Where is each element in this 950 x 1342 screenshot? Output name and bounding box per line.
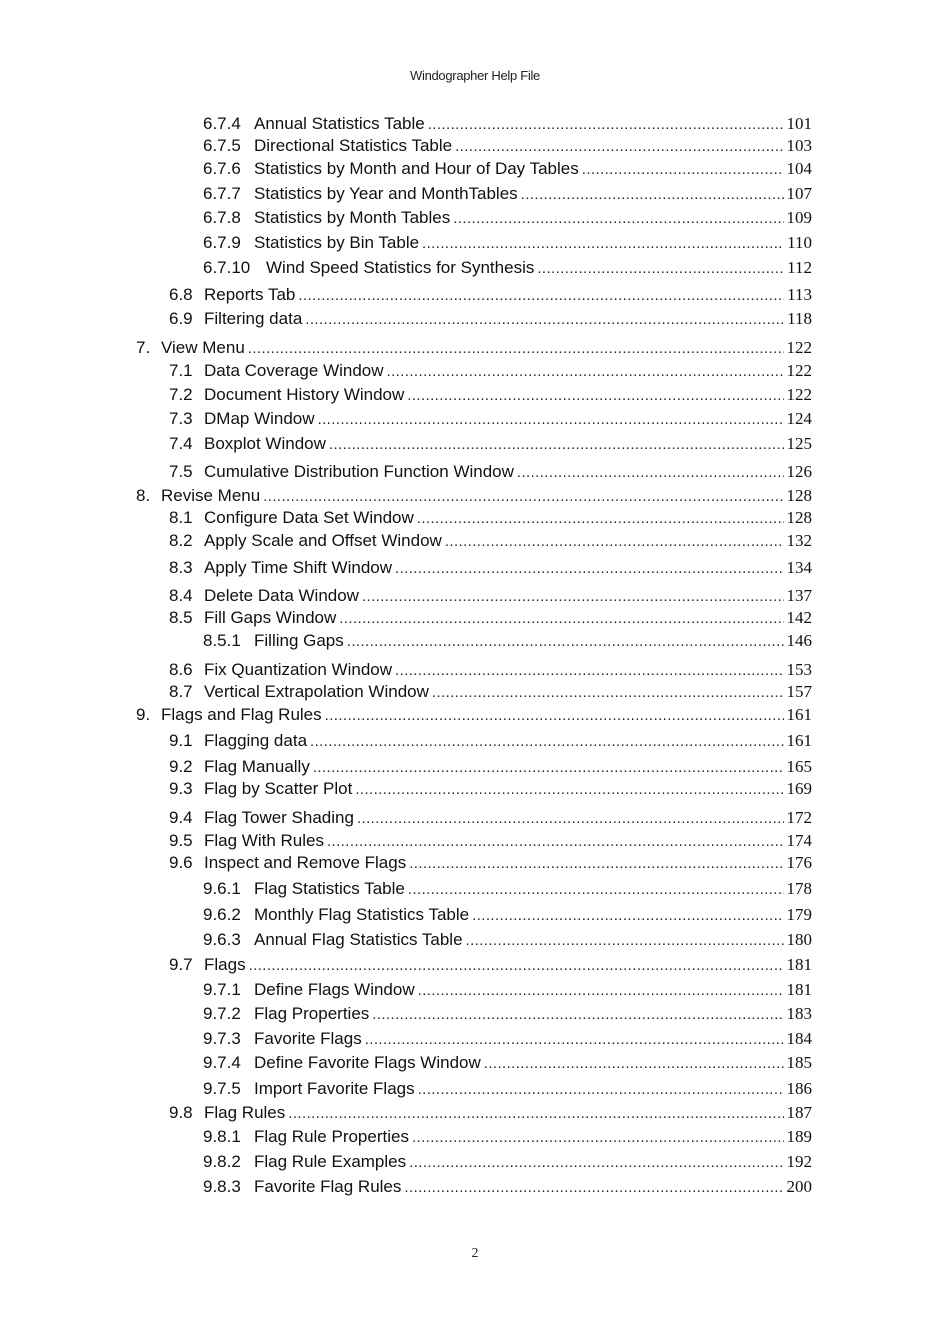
toc-leader-dots bbox=[395, 662, 783, 679]
toc-entry-8-4[interactable] bbox=[169, 586, 812, 608]
toc-title: Cumulative Distribution Function Window bbox=[204, 462, 514, 481]
toc-page-number: 176 bbox=[786, 853, 812, 872]
toc-leader-dots bbox=[362, 588, 784, 605]
toc-entry-9-7[interactable] bbox=[169, 955, 812, 977]
toc-page-number: 109 bbox=[786, 208, 812, 227]
toc-number: 9.6 bbox=[169, 853, 193, 872]
toc-page-number: 122 bbox=[786, 361, 812, 380]
toc-leader-dots bbox=[407, 387, 783, 404]
toc-number: 9.2 bbox=[169, 757, 193, 776]
toc-page-number: 137 bbox=[786, 586, 812, 605]
toc-number: 9. bbox=[136, 705, 151, 724]
toc-title: Flag Statistics Table bbox=[254, 879, 405, 898]
toc-leader-dots bbox=[537, 260, 784, 277]
toc-number: 9.7.1 bbox=[203, 980, 241, 999]
toc-leader-dots bbox=[263, 488, 783, 505]
toc-title: Document History Window bbox=[204, 385, 405, 404]
toc-entry-6-7-6[interactable] bbox=[203, 159, 812, 181]
toc-entry-7-2[interactable] bbox=[169, 385, 812, 407]
toc-page-number: 104 bbox=[786, 159, 812, 178]
toc-page-number: 200 bbox=[786, 1177, 812, 1196]
toc-page-number: 161 bbox=[786, 731, 812, 750]
toc-leader-dots bbox=[339, 610, 783, 627]
toc-number: 9.8.2 bbox=[203, 1152, 241, 1171]
toc-leader-dots bbox=[310, 733, 783, 750]
toc-title: Reports Tab bbox=[204, 285, 296, 304]
toc-page-number: 132 bbox=[786, 531, 812, 550]
toc-entry-9-6-2[interactable] bbox=[203, 905, 812, 927]
toc-leader-dots bbox=[422, 235, 784, 252]
toc-page-number: 181 bbox=[786, 955, 812, 974]
toc-number: 7.1 bbox=[169, 361, 193, 380]
toc-title: Fill Gaps Window bbox=[204, 608, 337, 627]
toc-page-number: 110 bbox=[787, 233, 812, 252]
toc-title: Flag Rule Examples bbox=[254, 1152, 407, 1171]
toc-entry-8-5[interactable] bbox=[169, 608, 812, 630]
toc-leader-dots bbox=[418, 982, 784, 999]
toc-entry-9-7-1[interactable] bbox=[203, 980, 812, 1002]
toc-leader-dots bbox=[357, 810, 784, 827]
toc-number: 7.4 bbox=[169, 434, 193, 453]
toc-title: Statistics by Bin Table bbox=[254, 233, 420, 252]
toc-leader-dots bbox=[408, 881, 784, 898]
toc-leader-dots bbox=[409, 855, 783, 872]
toc-page-number: 172 bbox=[786, 808, 812, 827]
toc-entry-8-1[interactable] bbox=[169, 508, 812, 530]
toc-title: Flag Rules bbox=[204, 1103, 286, 1122]
toc-number: 8.6 bbox=[169, 660, 193, 679]
toc-entry-9[interactable] bbox=[136, 705, 812, 727]
toc-page-number: 169 bbox=[786, 779, 812, 798]
toc-leader-dots bbox=[318, 411, 784, 428]
toc-entry-8[interactable] bbox=[136, 486, 812, 508]
toc-page-number: 187 bbox=[786, 1103, 812, 1122]
toc-page-number: 101 bbox=[786, 114, 812, 133]
toc-entry-9-7-4[interactable] bbox=[203, 1053, 812, 1075]
toc-entry-9-6-1[interactable] bbox=[203, 879, 812, 901]
toc-leader-dots bbox=[387, 363, 784, 380]
toc-title: Statistics by Month and Hour of Day Tables bbox=[254, 159, 579, 178]
toc-page-number: 103 bbox=[786, 136, 812, 155]
toc-page-number: 183 bbox=[786, 1004, 812, 1023]
toc-entry-8-5-1[interactable] bbox=[203, 631, 812, 653]
toc-number: 6.7.7 bbox=[203, 184, 241, 203]
toc-number: 9.1 bbox=[169, 731, 193, 750]
toc-number: 9.4 bbox=[169, 808, 193, 827]
toc-leader-dots bbox=[428, 116, 784, 133]
running-header: Windographer Help File bbox=[410, 68, 540, 83]
toc-title: Directional Statistics Table bbox=[254, 136, 453, 155]
toc-entry-6-7-5[interactable] bbox=[203, 136, 812, 158]
toc-entry-9-1[interactable] bbox=[169, 731, 812, 753]
toc-leader-dots bbox=[517, 464, 784, 481]
toc-page-number: 180 bbox=[786, 930, 812, 949]
toc-title: Import Favorite Flags bbox=[254, 1079, 415, 1098]
toc-page-number: 174 bbox=[786, 831, 812, 850]
toc-entry-9-4[interactable] bbox=[169, 808, 812, 830]
toc-title: Annual Statistics Table bbox=[254, 114, 425, 133]
toc-title: Apply Time Shift Window bbox=[204, 558, 393, 577]
toc-number: 9.7.5 bbox=[203, 1079, 241, 1098]
toc-leader-dots bbox=[347, 633, 784, 650]
toc-page-number: 184 bbox=[786, 1029, 812, 1048]
toc-page-number: 112 bbox=[787, 258, 812, 277]
toc-entry-8-6[interactable] bbox=[169, 660, 812, 682]
toc-title: Filtering data bbox=[204, 309, 303, 328]
toc-leader-dots bbox=[409, 1154, 783, 1171]
toc-leader-dots bbox=[466, 932, 784, 949]
toc-entry-7[interactable] bbox=[136, 338, 812, 360]
toc-page-number: 179 bbox=[786, 905, 812, 924]
toc-title: Flags bbox=[204, 955, 246, 974]
toc-title: Vertical Extrapolation Window bbox=[204, 682, 429, 701]
toc-entry-9-8-3[interactable] bbox=[203, 1177, 812, 1199]
toc-number: 7.5 bbox=[169, 462, 193, 481]
toc-title: Fix Quantization Window bbox=[204, 660, 393, 679]
toc-entry-9-8[interactable] bbox=[169, 1103, 812, 1125]
toc-entry-9-6[interactable] bbox=[169, 853, 812, 875]
toc-title: Flag With Rules bbox=[204, 831, 324, 850]
toc-title: Favorite Flags bbox=[254, 1029, 362, 1048]
toc-number: 6.7.10 bbox=[203, 258, 251, 277]
toc-page-number: 122 bbox=[786, 338, 812, 357]
toc-entry-9-2[interactable] bbox=[169, 757, 812, 779]
toc-leader-dots bbox=[418, 1081, 784, 1098]
toc-entry-7-5[interactable] bbox=[169, 462, 812, 484]
toc-number: 6.8 bbox=[169, 285, 193, 304]
toc-number: 9.7.3 bbox=[203, 1029, 241, 1048]
toc-number: 9.6.1 bbox=[203, 879, 241, 898]
toc-page-number: 192 bbox=[786, 1152, 812, 1171]
toc-page-number: 118 bbox=[787, 309, 812, 328]
toc-title: Statistics by Year and MonthTables bbox=[254, 184, 518, 203]
toc-leader-dots bbox=[288, 1105, 783, 1122]
toc-title: Flagging data bbox=[204, 731, 308, 750]
toc-entry-6-7-4[interactable] bbox=[203, 114, 812, 136]
toc-number: 8. bbox=[136, 486, 151, 505]
toc-leader-dots bbox=[248, 340, 784, 357]
toc-page-number: 186 bbox=[786, 1079, 812, 1098]
toc-entry-8-3[interactable] bbox=[169, 558, 812, 580]
toc-entry-9-8-2[interactable] bbox=[203, 1152, 812, 1174]
toc-entry-9-7-3[interactable] bbox=[203, 1029, 812, 1051]
toc-title: Define Flags Window bbox=[254, 980, 415, 999]
toc-number: 9.7.4 bbox=[203, 1053, 241, 1072]
toc-number: 9.8.3 bbox=[203, 1177, 241, 1196]
toc-number: 8.2 bbox=[169, 531, 193, 550]
toc-leader-dots bbox=[432, 684, 784, 701]
toc-leader-dots bbox=[404, 1179, 783, 1196]
toc-page-number: 157 bbox=[786, 682, 812, 701]
toc-number: 8.3 bbox=[169, 558, 193, 577]
toc-number: 6.7.5 bbox=[203, 136, 241, 155]
toc-entry-6-9[interactable] bbox=[169, 309, 812, 331]
toc-leader-dots bbox=[355, 781, 783, 798]
toc-number: 9.6.2 bbox=[203, 905, 241, 924]
toc-leader-dots bbox=[298, 287, 784, 304]
toc-entry-9-3[interactable] bbox=[169, 779, 812, 801]
toc-number: 6.9 bbox=[169, 309, 193, 328]
toc-number: 6.7.4 bbox=[203, 114, 241, 133]
toc-entry-8-2[interactable] bbox=[169, 531, 812, 553]
toc-title: Flag Properties bbox=[254, 1004, 370, 1023]
toc-page-number: 125 bbox=[786, 434, 812, 453]
toc-number: 7. bbox=[136, 338, 151, 357]
toc-title: Flag Rule Properties bbox=[254, 1127, 409, 1146]
toc-entry-9-7-2[interactable] bbox=[203, 1004, 812, 1026]
toc-number: 9.3 bbox=[169, 779, 193, 798]
toc-leader-dots bbox=[313, 759, 784, 776]
toc-title: DMap Window bbox=[204, 409, 315, 428]
toc-number: 6.7.8 bbox=[203, 208, 241, 227]
toc-title: Define Favorite Flags Window bbox=[254, 1053, 481, 1072]
toc-title: Favorite Flag Rules bbox=[254, 1177, 402, 1196]
toc-number: 8.5 bbox=[169, 608, 193, 627]
toc-title: Apply Scale and Offset Window bbox=[204, 531, 442, 550]
toc-title: Inspect and Remove Flags bbox=[204, 853, 407, 872]
toc-entry-9-6-3[interactable] bbox=[203, 930, 812, 952]
toc-title: Flag Tower Shading bbox=[204, 808, 354, 827]
toc-page-number: 189 bbox=[786, 1127, 812, 1146]
toc-page-number: 153 bbox=[786, 660, 812, 679]
toc-entry-9-8-1[interactable] bbox=[203, 1127, 812, 1149]
toc-page-number: 146 bbox=[786, 631, 812, 650]
toc-leader-dots bbox=[417, 510, 784, 527]
toc-leader-dots bbox=[582, 161, 784, 178]
toc-entry-7-1[interactable] bbox=[169, 361, 812, 383]
toc-number: 9.7 bbox=[169, 955, 193, 974]
toc-number: 8.5.1 bbox=[203, 631, 241, 650]
toc-leader-dots bbox=[327, 833, 784, 850]
toc-page-number: 122 bbox=[786, 385, 812, 404]
toc-entry-9-7-5[interactable] bbox=[203, 1079, 812, 1101]
toc-leader-dots bbox=[249, 957, 784, 974]
toc-leader-dots bbox=[372, 1006, 783, 1023]
toc-number: 9.5 bbox=[169, 831, 193, 850]
toc-leader-dots bbox=[365, 1031, 784, 1048]
toc-entry-6-7-8[interactable] bbox=[203, 208, 812, 230]
toc-page-number: 165 bbox=[786, 757, 812, 776]
toc-title: Configure Data Set Window bbox=[204, 508, 414, 527]
toc-number: 7.3 bbox=[169, 409, 193, 428]
toc-title: View Menu bbox=[161, 338, 245, 357]
toc-page-number: 126 bbox=[786, 462, 812, 481]
toc-number: 6.7.6 bbox=[203, 159, 241, 178]
toc-leader-dots bbox=[412, 1129, 784, 1146]
toc-number: 8.7 bbox=[169, 682, 193, 701]
toc-number: 9.8.1 bbox=[203, 1127, 241, 1146]
toc-entry-7-4[interactable] bbox=[169, 434, 812, 456]
toc-page-number: 178 bbox=[786, 879, 812, 898]
toc-number: 8.4 bbox=[169, 586, 193, 605]
toc-entry-9-5[interactable] bbox=[169, 831, 812, 853]
toc-number: 6.7.9 bbox=[203, 233, 241, 252]
toc-entry-6-7-7[interactable] bbox=[203, 184, 812, 206]
toc-page-number: 124 bbox=[786, 409, 812, 428]
page-number-footer: 2 bbox=[471, 1246, 479, 1261]
toc-entry-6-7-9[interactable] bbox=[203, 233, 812, 255]
toc-number: 9.7.2 bbox=[203, 1004, 241, 1023]
toc-leader-dots bbox=[445, 533, 784, 550]
toc-title: Annual Flag Statistics Table bbox=[254, 930, 463, 949]
toc-title: Flags and Flag Rules bbox=[161, 705, 322, 724]
toc-number: 9.6.3 bbox=[203, 930, 241, 949]
toc-page-number: 107 bbox=[786, 184, 812, 203]
toc-page-number: 185 bbox=[786, 1053, 812, 1072]
toc-title: Statistics by Month Tables bbox=[254, 208, 451, 227]
toc-leader-dots bbox=[305, 311, 784, 328]
toc-leader-dots bbox=[455, 138, 783, 155]
toc-title: Monthly Flag Statistics Table bbox=[254, 905, 470, 924]
toc-entry-7-3[interactable] bbox=[169, 409, 812, 431]
toc-entry-6-7-10[interactable] bbox=[203, 258, 812, 280]
toc-title: Delete Data Window bbox=[204, 586, 359, 605]
toc-title: Boxplot Window bbox=[204, 434, 326, 453]
toc-leader-dots bbox=[329, 436, 784, 453]
toc-leader-dots bbox=[521, 186, 784, 203]
toc-number: 8.1 bbox=[169, 508, 193, 527]
toc-title: Revise Menu bbox=[161, 486, 261, 505]
toc-entry-8-7[interactable] bbox=[169, 682, 812, 704]
toc-leader-dots bbox=[395, 560, 783, 577]
toc-page-number: 134 bbox=[786, 558, 812, 577]
toc-number: 7.2 bbox=[169, 385, 193, 404]
toc-page-number: 128 bbox=[786, 508, 812, 527]
toc-title: Data Coverage Window bbox=[204, 361, 384, 380]
toc-page-number: 142 bbox=[786, 608, 812, 627]
toc-page-number: 181 bbox=[786, 980, 812, 999]
toc-title: Flag by Scatter Plot bbox=[204, 779, 353, 798]
toc-title: Filling Gaps bbox=[254, 631, 344, 650]
toc-page-number: 128 bbox=[786, 486, 812, 505]
toc-entry-6-8[interactable] bbox=[169, 285, 812, 307]
toc-page-number: 161 bbox=[786, 705, 812, 724]
toc-leader-dots bbox=[325, 707, 784, 724]
toc-number: 9.8 bbox=[169, 1103, 193, 1122]
toc-title: Wind Speed Statistics for Synthesis bbox=[266, 258, 535, 277]
toc-title: Flag Manually bbox=[204, 757, 310, 776]
toc-page-number: 113 bbox=[787, 285, 812, 304]
toc-leader-dots bbox=[453, 210, 783, 227]
toc-leader-dots bbox=[484, 1055, 784, 1072]
toc-leader-dots bbox=[472, 907, 783, 924]
